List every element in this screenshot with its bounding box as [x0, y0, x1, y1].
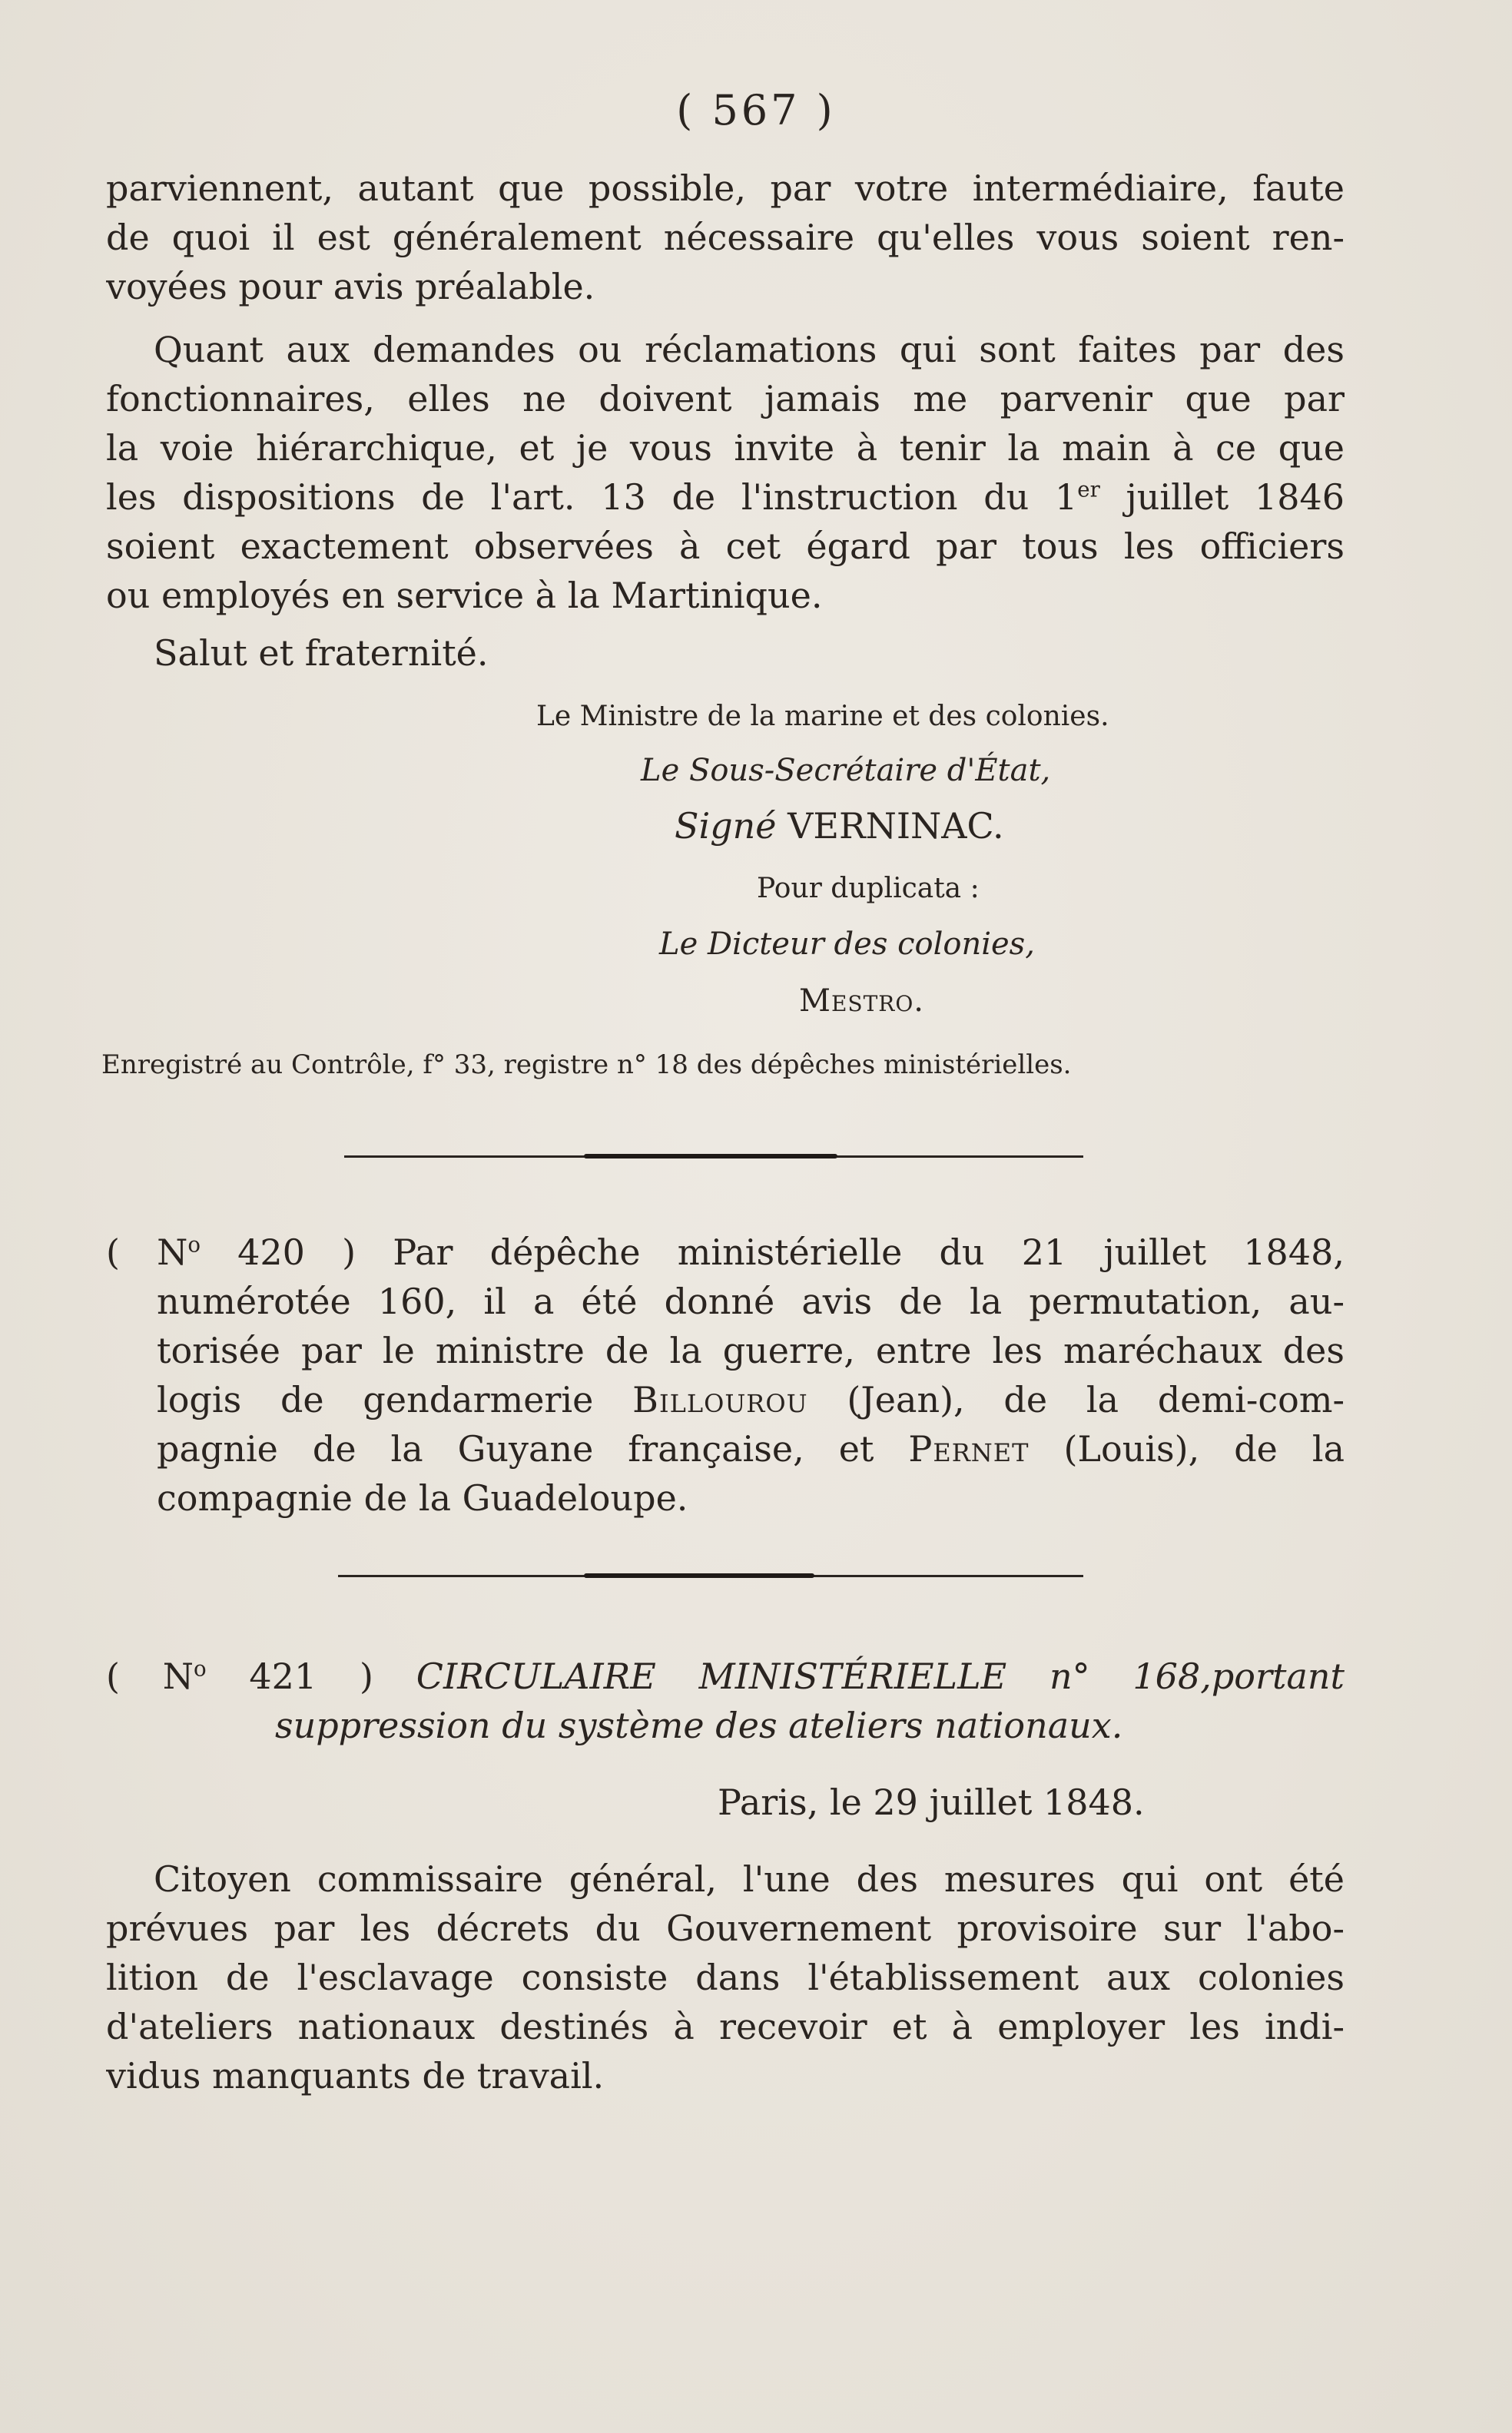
page-number: ( 567 ) — [676, 86, 836, 134]
text-line — [106, 1424, 1345, 1473]
text-line — [106, 1375, 1345, 1424]
enregistre-note: Enregistré au Contrôle, f° 33, registre n° 18 des dépêches ministérielles. — [101, 1049, 1072, 1080]
text-segment: (Jean), de la demi-com- — [807, 1379, 1345, 1420]
signature-ministre: Le Ministre de la marine et des colonies. — [536, 701, 1109, 732]
signature-signe — [675, 805, 1004, 847]
text-line: vidus manquants de travail. — [106, 2055, 605, 2097]
circular-body — [106, 1855, 1345, 2100]
directeur-label: Le Dicteur des colonies, — [659, 926, 1035, 962]
person-name: Billourou — [632, 1379, 808, 1420]
entry-prefix: ( N — [106, 1231, 188, 1273]
entry-420 — [106, 1228, 1345, 1523]
superscript: er — [1077, 476, 1100, 502]
text-line: parviennent, autant que possible, par votre intermédiaire, faute — [106, 167, 1345, 209]
text-line: fonctionnaires, elles ne doivent jamais me parvenir que par — [106, 378, 1345, 419]
circular-date: Paris, le 29 juillet 1848. — [718, 1782, 1145, 1823]
text-segment: pagnie de la Guyane française, et — [157, 1428, 909, 1470]
superscript: o — [194, 1656, 207, 1682]
text-line: voyées pour avis préalable. — [106, 266, 595, 307]
entry-number: 421 ) — [206, 1656, 373, 1697]
entry-number: 420 ) — [200, 1231, 356, 1273]
text-line: prévues par les décrets du Gouvernement provisoire sur l'abo- — [106, 1908, 1345, 1949]
text-line: Citoyen commissaire général, l'une des mesures qui ont été — [154, 1858, 1345, 1900]
signe-name: VERNINAC. — [788, 805, 1004, 847]
paragraph-continuation — [106, 164, 1345, 311]
section-divider-accent — [584, 1573, 814, 1578]
text-line: d'ateliers nationaux destinés à recevoir et à employer les indi- — [106, 2006, 1345, 2047]
heading-line — [106, 1652, 1345, 1701]
text-line: de quoi il est généralement nécessaire qu'elles vous soient ren- — [106, 217, 1345, 258]
text-line: ou employés en service à la Martinique. — [106, 575, 823, 616]
circular-title-end: portant — [1211, 1656, 1345, 1697]
text-line: torisée par le ministre de la guerre, entre les maréchaux des — [157, 1330, 1345, 1371]
circular-title: CIRCULAIRE MINISTÉRIELLE — [416, 1656, 1007, 1697]
circular-subtitle: suppression du système des ateliers nationaux. — [275, 1705, 1123, 1746]
paragraph-demandes — [106, 325, 1345, 620]
signature-sous-secretaire: Le Sous-Secrétaire d'État, — [641, 753, 1051, 788]
text-line: soient exactement observées à cet égard par tous les officiers — [106, 525, 1345, 567]
text-segment: les dispositions de l'art. 13 de l'instruction du 1 — [106, 476, 1078, 518]
text-line: compagnie de la Guadeloupe. — [157, 1477, 688, 1519]
text-line: Quant aux demandes ou réclamations qui sont faites par des — [154, 329, 1345, 370]
text-segment: logis de gendarmerie — [157, 1379, 633, 1420]
text-line — [106, 1228, 1345, 1277]
text-line: la voie hiérarchique, et je vous invite à tenir la main à ce que — [106, 427, 1345, 469]
text-segment: juillet 1846 — [1099, 476, 1345, 518]
section-divider-accent — [584, 1154, 837, 1158]
person-name: Pernet — [908, 1428, 1030, 1470]
mestro-name: Mestro. — [799, 983, 925, 1019]
text-line — [106, 472, 1345, 522]
signe-label: Signé — [675, 805, 777, 847]
superscript: o — [187, 1231, 201, 1258]
text-segment: (Louis), de la — [1029, 1428, 1345, 1470]
entry-421-heading — [106, 1652, 1345, 1701]
text-line: numérotée 160, il a été donné avis de la permutation, au- — [157, 1281, 1345, 1322]
text-segment: Par dépêche ministérielle du 21 juillet 1848, — [356, 1231, 1345, 1273]
text-line: lition de l'esclavage consiste dans l'établissement aux colonies — [106, 1957, 1345, 1998]
entry-prefix: ( N — [106, 1656, 194, 1697]
salutation: Salut et fraternité. — [154, 632, 489, 674]
circular-number: n° 168, — [1049, 1656, 1212, 1697]
duplicata-label: Pour duplicata : — [757, 873, 980, 904]
